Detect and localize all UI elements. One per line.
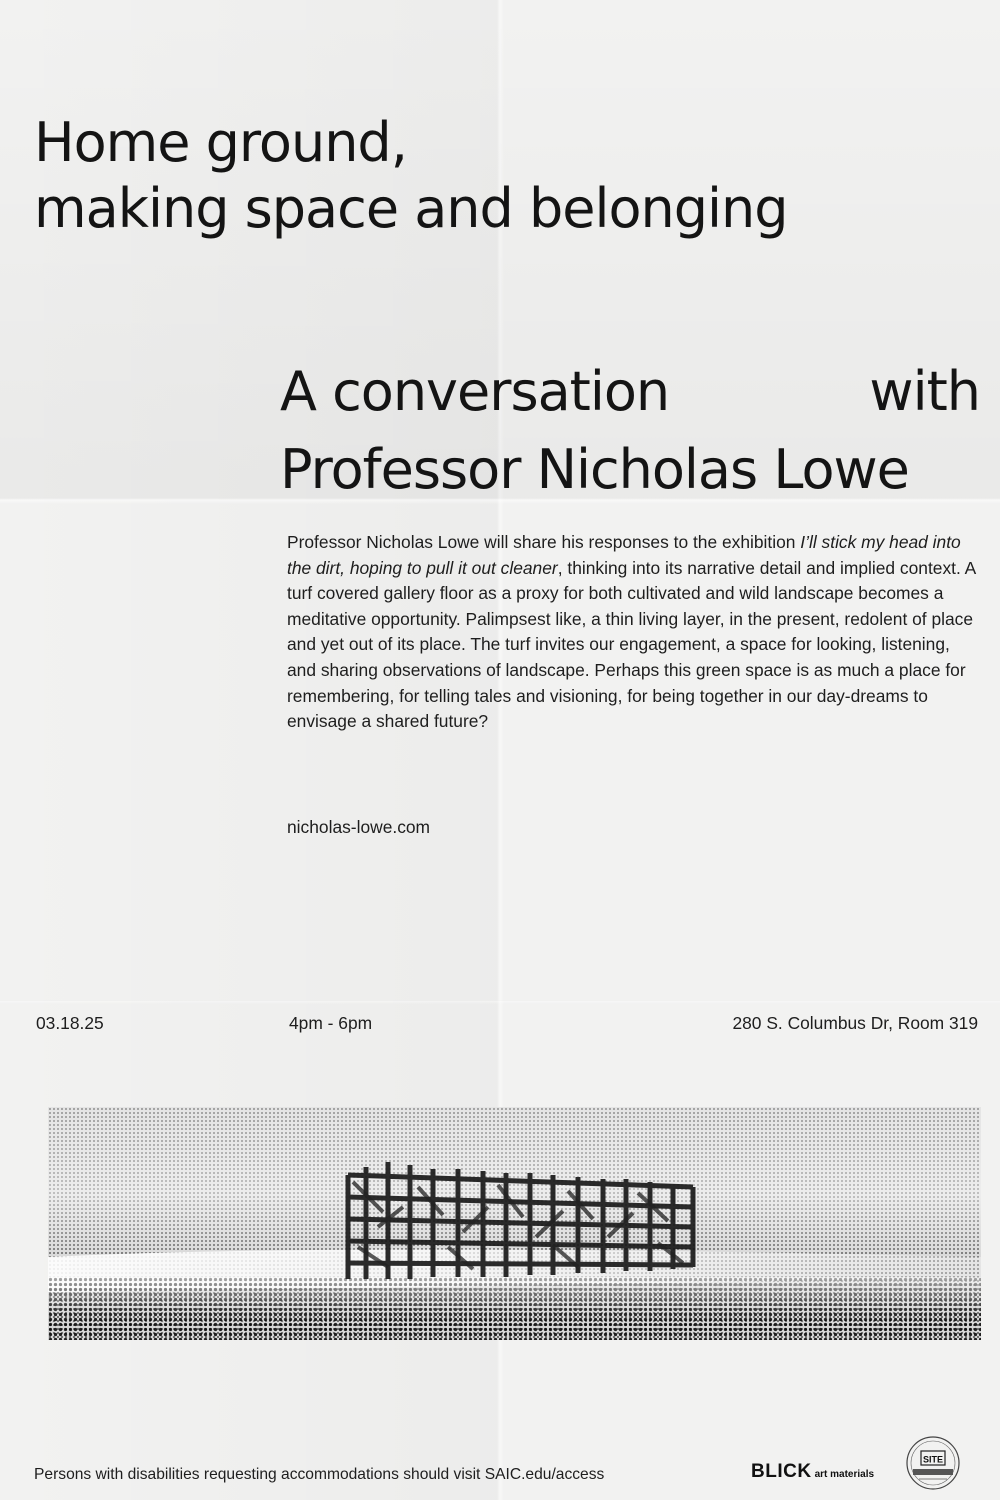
exhibition-title: I’ll stick my head into the dirt, hoping to pull it out cleaner [287,532,961,578]
site-logo [905,1435,961,1491]
website-link[interactable]: nicholas-lowe.com [287,817,431,837]
event-description [287,530,982,735]
blick-logo-brand: BLICK [751,1461,812,1482]
event-date: 03.18.25 [36,1013,104,1033]
halftone-sculpture-image [48,1107,981,1340]
subtitle-word-2: with [869,360,980,423]
poster-title [34,110,974,242]
event-location: 280 S. Columbus Dr, Room 319 [732,1013,978,1033]
site-badge-icon [905,1435,961,1491]
description-part-1: Professor Nicholas Lowe will share his responses to the exhibition [287,532,801,552]
title-line-1: Home ground, [34,111,407,174]
subtitle-line-2: Professor Nicholas Lowe [280,438,909,501]
blick-logo [751,1461,874,1483]
event-time: 4pm - 6pm [289,1013,373,1033]
site-logo-text: SITE [922,1454,944,1465]
blick-logo-tagline: art materials [814,1469,875,1480]
subtitle-line-1 [280,353,980,431]
title-line-2: making space and belonging [34,177,788,240]
accessibility-note: Persons with disabilities requesting accommodations should visit SAIC.edu/access [34,1466,605,1483]
subtitle-word-1: A conversation [280,360,670,423]
description-part-2: , thinking into its narrative detail and implied context. A turf covered gallery floor as a proxy for both cultivated and wild landscape becomes a meditative opportunity. Palimpsest like, a thin living layer, in the present, redolent of place and yet out of its place. The turf invites our engagement, a space for looking, listening, and sharing observations of landscape. Perhaps this green space is as much a place for remembering, for telling tales and visioning, for being together in our day-dreams to envisage a shared future? [287,557,976,732]
halftone-photo [48,1107,981,1340]
poster-subtitle [280,353,980,509]
